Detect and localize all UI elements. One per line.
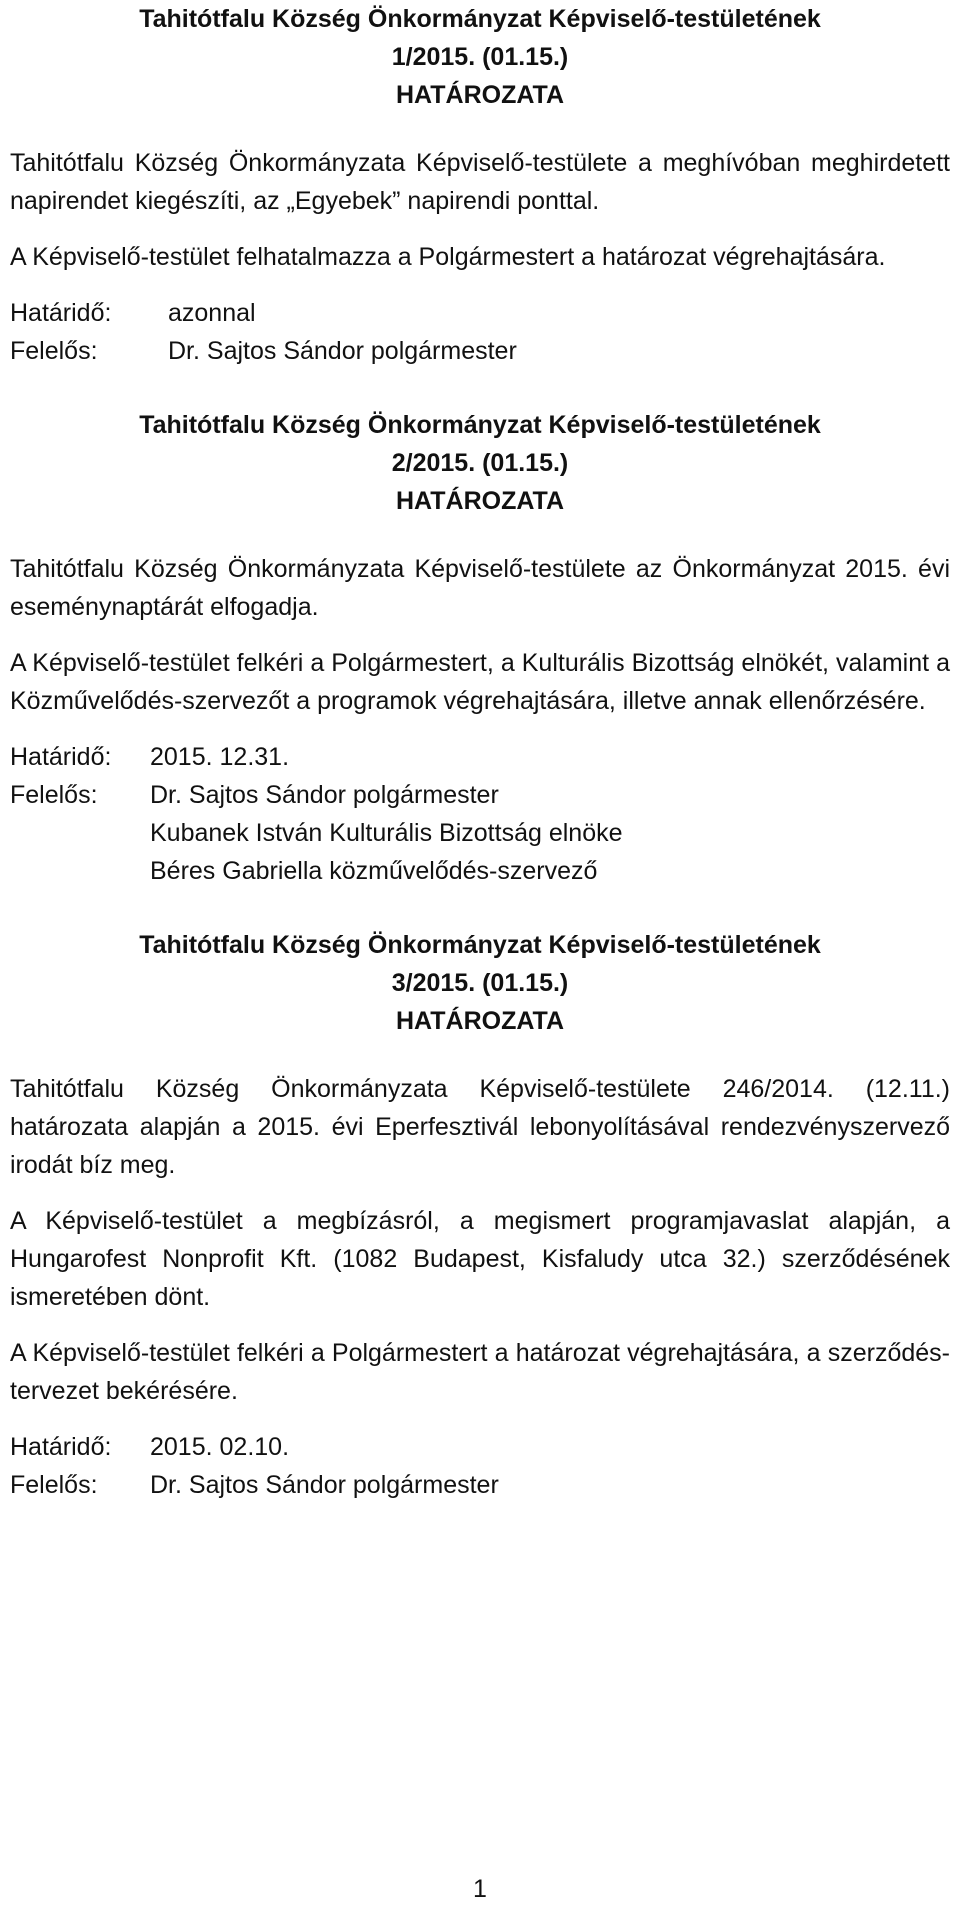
responsible-label: Felelős:	[10, 337, 98, 365]
resolution-3	[10, 926, 950, 1504]
title-number: 1/2015. (01.15.)	[391, 43, 569, 71]
title-number: 3/2015. (01.15.)	[391, 969, 569, 997]
responsible-row	[10, 332, 950, 370]
responsible-row	[10, 1466, 950, 1504]
responsible-label: Felelős:	[10, 781, 98, 809]
deadline-row	[10, 738, 950, 776]
title-line: Tahitótfalu Község Önkormányzat Képviselő-testületének	[139, 5, 821, 33]
page-number: 1	[473, 1875, 487, 1903]
deadline-value: azonnal	[168, 299, 256, 327]
paragraph: A Képviselő-testület felkéri a Polgármestert, a Kulturális Bizottság elnökét, valamint a Közművelődés-szervezőt a programok végrehajtására, illetve annak ellenőrzésére.	[10, 649, 950, 715]
paragraph: Tahitótfalu Község Önkormányzata Képviselő-testülete 246/2014. (12.11.) határozata alapján a 2015. évi Eperfesztivál lebonyolításával rendezvényszervező irodát bíz meg.	[10, 1075, 950, 1179]
paragraph: Tahitótfalu Község Önkormányzata Képviselő-testülete az Önkormányzat 2015. évi eseménynaptárát elfogadja.	[10, 555, 950, 621]
title-number: 2/2015. (01.15.)	[391, 449, 569, 477]
deadline-label: Határidő:	[10, 1433, 112, 1461]
responsible-value: Béres Gabriella közművelődés-szervező	[150, 857, 598, 885]
paragraph: A Képviselő-testület felhatalmazza a Polgármestert a határozat végrehajtására.	[10, 243, 886, 271]
resolution-title	[10, 926, 950, 1040]
resolution-title	[10, 406, 950, 520]
responsible-value: Kubanek István Kulturális Bizottság elnöke	[150, 819, 623, 847]
title-heading: HATÁROZATA	[395, 81, 565, 109]
title-line: Tahitótfalu Község Önkormányzat Képviselő-testületének	[139, 411, 821, 439]
paragraph: Tahitótfalu Község Önkormányzata Képviselő-testülete a meghívóban meghirdetett napirendet kiegészíti, az „Egyebek” napirendi ponttal.	[10, 149, 950, 215]
title-heading: HATÁROZATA	[395, 1007, 565, 1035]
responsible-row	[10, 776, 950, 890]
paragraph: A Képviselő-testület felkéri a Polgármestert a határozat végrehajtására, a szerződés-tervezet bekérésére.	[10, 1339, 950, 1405]
deadline-value: 2015. 12.31.	[150, 743, 290, 771]
deadline-label: Határidő:	[10, 743, 112, 771]
deadline-value: 2015. 02.10.	[150, 1433, 290, 1461]
responsible-value: Dr. Sajtos Sándor polgármester	[168, 337, 517, 365]
deadline-row	[10, 294, 950, 332]
responsible-value: Dr. Sajtos Sándor polgármester	[150, 1471, 499, 1499]
deadline-label: Határidő:	[10, 299, 112, 327]
deadline-row	[10, 1428, 950, 1466]
paragraph: A Képviselő-testület a megbízásról, a megismert programjavaslat alapján, a Hungarofest Nonprofit Kft. (1082 Budapest, Kisfaludy utca 32.) szerződésének ismeretében dönt.	[10, 1207, 950, 1311]
responsible-label: Felelős:	[10, 1471, 98, 1499]
resolution-1	[10, 0, 950, 370]
resolution-title	[10, 0, 950, 114]
resolution-2	[10, 406, 950, 890]
responsible-value: Dr. Sajtos Sándor polgármester	[150, 781, 499, 809]
title-heading: HATÁROZATA	[395, 487, 565, 515]
title-line: Tahitótfalu Község Önkormányzat Képviselő-testületének	[139, 931, 821, 959]
